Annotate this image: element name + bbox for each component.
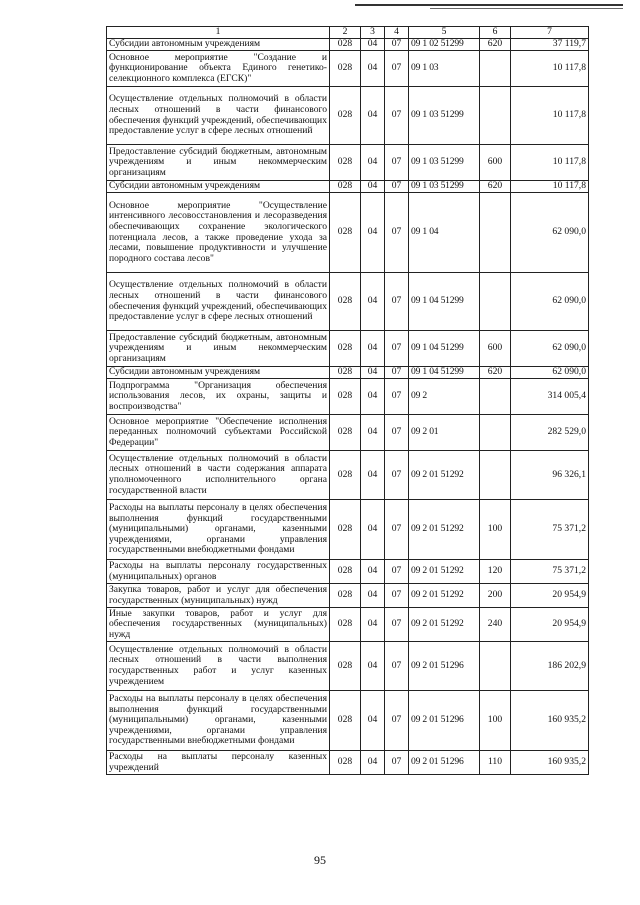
table-row [107,691,589,751]
row-amount: 62 090,0 [511,273,589,331]
row-amount: 62 090,0 [511,367,589,379]
row-rz: 04 [361,500,385,560]
row-rz: 04 [361,87,385,145]
row-csr: 09 2 01 51292 [409,500,480,560]
row-csr: 09 1 03 51299 [409,181,480,193]
row-name: Закупка товаров, работ и услуг для обеспечения государственных (муниципальных) нужд [107,584,330,608]
row-pr: 07 [385,273,409,331]
row-amount: 160 935,2 [511,751,589,775]
row-amount: 282 529,0 [511,415,589,451]
row-amount: 160 935,2 [511,691,589,751]
top-rule [355,4,623,6]
row-rz: 04 [361,145,385,181]
table-row [107,331,589,367]
row-name: Расходы на выплаты персоналу в целях обеспечения выполнения функций государственными (муниципальными) органами, казенными учреждениями, органами управления государственными внебюджетными фондами [107,500,330,560]
row-vr: 600 [480,331,511,367]
row-csr: 09 1 03 51299 [409,145,480,181]
row-pr: 07 [385,331,409,367]
table-row [107,560,589,584]
row-vr: 620 [480,181,511,193]
column-header-3: 3 [361,27,385,39]
row-pr: 07 [385,415,409,451]
column-header-4: 4 [385,27,409,39]
row-csr: 09 2 01 51296 [409,642,480,691]
row-pr: 07 [385,367,409,379]
row-amount: 186 202,9 [511,642,589,691]
table-row [107,39,589,51]
row-pr: 07 [385,560,409,584]
row-pr: 07 [385,145,409,181]
row-amount: 20 954,9 [511,608,589,642]
row-name: Субсидии автономным учреждениям [107,181,330,193]
row-vr [480,273,511,331]
row-csr: 09 1 02 51299 [409,39,480,51]
row-gr: 028 [330,500,361,560]
row-amount: 10 117,8 [511,87,589,145]
row-csr: 09 2 01 51296 [409,751,480,775]
row-rz: 04 [361,691,385,751]
table-row [107,500,589,560]
row-vr: 620 [480,39,511,51]
column-header-5: 5 [409,27,480,39]
row-rz: 04 [361,415,385,451]
row-gr: 028 [330,584,361,608]
row-vr: 600 [480,145,511,181]
row-csr: 09 1 04 51299 [409,331,480,367]
row-name: Основное мероприятие "Осуществление интенсивного лесовосстановления и лесоразведения обеспечивающих сохранение экологического потенциала лесов, а также проведение ухода за лесами, повышение продуктивности и улучшение породного состава лесов" [107,193,330,273]
row-name: Расходы на выплаты персоналу казенных учреждений [107,751,330,775]
row-amount: 314 005,4 [511,379,589,415]
row-pr: 07 [385,500,409,560]
row-pr: 07 [385,193,409,273]
row-amount: 75 371,2 [511,500,589,560]
row-vr: 200 [480,584,511,608]
row-pr: 07 [385,751,409,775]
top-rule-thin [430,8,623,9]
row-pr: 07 [385,584,409,608]
row-amount: 75 371,2 [511,560,589,584]
table-row [107,584,589,608]
table-row [107,751,589,775]
table-row [107,451,589,500]
row-gr: 028 [330,39,361,51]
row-name: Осуществление отдельных полномочий в области лесных отношений в части финансового обеспечения функций учреждений, обеспечивающих предоставление услуг в сфере лесных отношений [107,87,330,145]
row-pr: 07 [385,642,409,691]
row-name: Расходы на выплаты персоналу государственных (муниципальных) органов [107,560,330,584]
row-pr: 07 [385,608,409,642]
header-row [107,27,589,39]
row-csr: 09 1 04 [409,193,480,273]
row-name: Субсидии автономным учреждениям [107,367,330,379]
row-vr: 120 [480,560,511,584]
column-header-2: 2 [330,27,361,39]
row-amount: 10 117,8 [511,145,589,181]
row-amount: 20 954,9 [511,584,589,608]
row-name: Субсидии автономным учреждениям [107,39,330,51]
row-csr: 09 2 01 51292 [409,584,480,608]
row-rz: 04 [361,273,385,331]
row-gr: 028 [330,51,361,87]
row-gr: 028 [330,451,361,500]
row-pr: 07 [385,451,409,500]
row-name: Осуществление отдельных полномочий в области лесных отношений в части финансового обеспечения функций учреждений, обеспечивающих предоставление услуг в сфере лесных отношений [107,273,330,331]
row-name: Предоставление субсидий бюджетным, автономным учреждениям и иным некоммерческим организациям [107,145,330,181]
row-name: Осуществление отдельных полномочий в области лесных отношений в части содержания аппарата уполномоченного исполнительного органа государственной власти [107,451,330,500]
row-rz: 04 [361,642,385,691]
row-vr: 240 [480,608,511,642]
row-name: Основное мероприятие "Создание и функционирование объекта Единого генетико-селекционного комплекса (ЕГСК)" [107,51,330,87]
row-rz: 04 [361,451,385,500]
row-vr: 100 [480,500,511,560]
table-row [107,145,589,181]
row-name: Расходы на выплаты персоналу в целях обеспечения выполнения функций государственными (муниципальными) органами, казенными учреждениями, органами управления государственными внебюджетными фондами [107,691,330,751]
row-pr: 07 [385,181,409,193]
row-vr [480,415,511,451]
row-csr: 09 2 01 51292 [409,560,480,584]
row-amount: 10 117,8 [511,181,589,193]
row-gr: 028 [330,145,361,181]
row-gr: 028 [330,87,361,145]
table-row [107,415,589,451]
row-rz: 04 [361,751,385,775]
row-vr [480,451,511,500]
table-row [107,379,589,415]
row-vr [480,193,511,273]
row-pr: 07 [385,87,409,145]
row-csr: 09 2 01 [409,415,480,451]
row-amount: 62 090,0 [511,331,589,367]
row-csr: 09 2 01 51292 [409,451,480,500]
row-gr: 028 [330,560,361,584]
row-gr: 028 [330,691,361,751]
row-pr: 07 [385,691,409,751]
table-row [107,273,589,331]
row-name: Осуществление отдельных полномочий в области лесных отношений в части выполнения государственных работ и услуг казенных учреждением [107,642,330,691]
row-rz: 04 [361,193,385,273]
row-rz: 04 [361,367,385,379]
row-rz: 04 [361,379,385,415]
row-gr: 028 [330,367,361,379]
row-rz: 04 [361,51,385,87]
row-csr: 09 2 [409,379,480,415]
row-rz: 04 [361,181,385,193]
row-rz: 04 [361,584,385,608]
row-gr: 028 [330,608,361,642]
row-csr: 09 1 04 51299 [409,273,480,331]
row-csr: 09 2 01 51292 [409,608,480,642]
row-amount: 10 117,8 [511,51,589,87]
row-name: Предоставление субсидий бюджетным, автономным учреждениям и иным некоммерческим организациям [107,331,330,367]
row-name: Основное мероприятие "Обеспечение исполнения переданных полномочий субъектами Российской Федерации" [107,415,330,451]
row-rz: 04 [361,560,385,584]
row-name: Подпрограмма "Организация обеспечения использования лесов, их охраны, защиты и воспроизводства" [107,379,330,415]
row-gr: 028 [330,181,361,193]
row-vr [480,642,511,691]
row-rz: 04 [361,331,385,367]
row-vr [480,51,511,87]
table-row [107,608,589,642]
column-header-6: 6 [480,27,511,39]
row-gr: 028 [330,379,361,415]
table-row [107,367,589,379]
row-amount: 37 119,7 [511,39,589,51]
table-row [107,87,589,145]
row-pr: 07 [385,379,409,415]
row-rz: 04 [361,608,385,642]
row-gr: 028 [330,193,361,273]
table-row [107,193,589,273]
row-rz: 04 [361,39,385,51]
row-csr: 09 1 04 51299 [409,367,480,379]
column-header-1: 1 [107,27,330,39]
row-vr [480,87,511,145]
row-gr: 028 [330,415,361,451]
row-gr: 028 [330,751,361,775]
table-row [107,642,589,691]
row-gr: 028 [330,331,361,367]
page-number: 95 [314,853,326,867]
row-csr: 09 1 03 [409,51,480,87]
row-csr: 09 1 03 51299 [409,87,480,145]
row-name: Иные закупки товаров, работ и услуг для обеспечения государственных (муниципальных) нужд [107,608,330,642]
table-row [107,181,589,193]
column-header-7: 7 [511,27,589,39]
row-csr: 09 2 01 51296 [409,691,480,751]
table-row [107,51,589,87]
row-vr [480,379,511,415]
row-gr: 028 [330,273,361,331]
row-pr: 07 [385,51,409,87]
budget-table [106,26,589,775]
row-amount: 96 326,1 [511,451,589,500]
row-vr: 110 [480,751,511,775]
row-pr: 07 [385,39,409,51]
row-amount: 62 090,0 [511,193,589,273]
row-vr: 620 [480,367,511,379]
row-gr: 028 [330,642,361,691]
row-vr: 100 [480,691,511,751]
